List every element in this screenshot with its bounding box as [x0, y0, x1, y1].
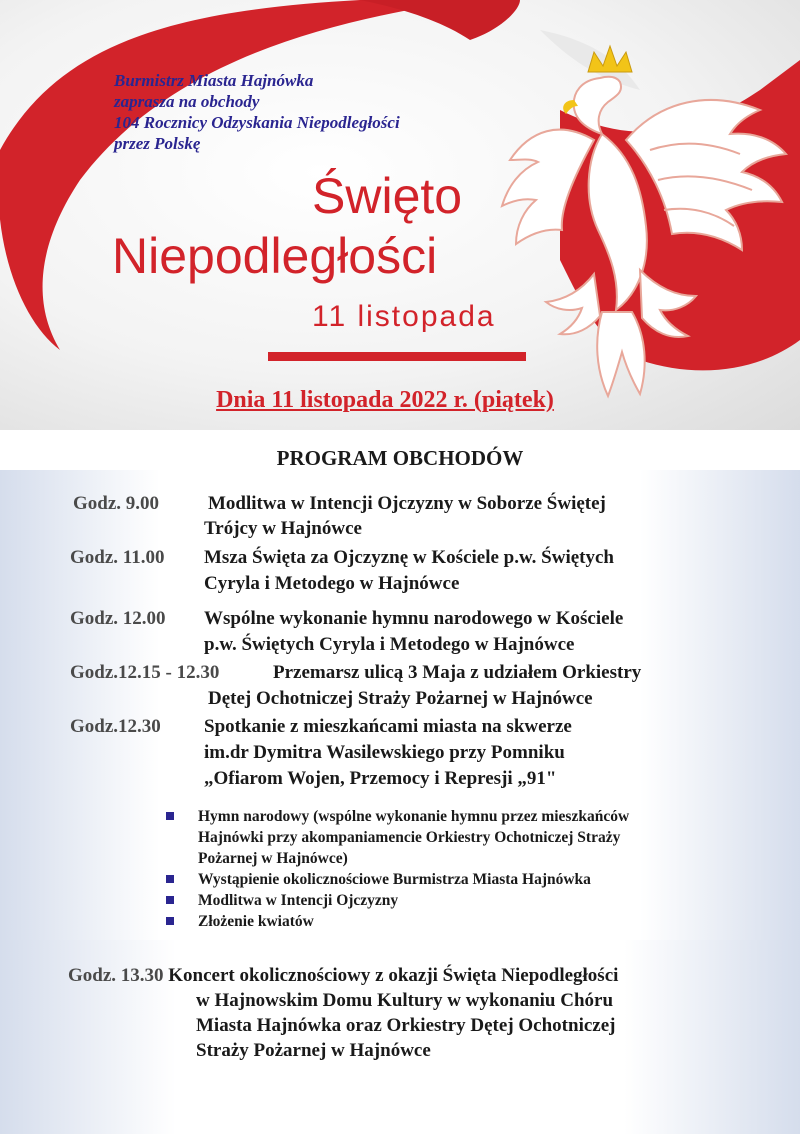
bullet-item: [166, 869, 629, 890]
schedule-desc-line: Msza Święta za Ojczyznę w Kościele p.w. Świętych: [204, 547, 614, 568]
title-line-1: Święto: [312, 168, 463, 224]
ceremony-bullet-list: [166, 806, 629, 932]
schedule-desc-line: p.w. Świętych Cyryla i Metodego w Hajnówce: [204, 634, 575, 655]
bullet-item: [166, 911, 629, 932]
schedule-desc-line: Cyryla i Metodego w Hajnówce: [204, 573, 460, 594]
schedule-item: [70, 545, 164, 570]
bullet-square-icon: [166, 917, 174, 925]
schedule-time: Godz. 12.00: [70, 608, 166, 629]
bullet-square-icon: [166, 875, 174, 883]
schedule-time: Godz.12.30: [70, 716, 161, 737]
title-underline-bar: [268, 352, 526, 361]
schedule-desc-line: w Hajnowskim Domu Kultury w wykonaniu Chóru: [196, 990, 614, 1011]
bullet-square-icon: [166, 812, 174, 820]
bullet-item: [166, 806, 629, 869]
schedule-desc-line: Miasta Hajnówka oraz Orkiestry Dętej Ochotniczej: [196, 1015, 616, 1036]
title-date: 11 listopada: [312, 300, 496, 333]
schedule-desc-line: Modlitwa w Intencji Ojczyzny w Soborze Świętej: [208, 493, 606, 514]
schedule-desc-line: Straży Pożarnej w Hajnówce: [196, 1040, 431, 1061]
bullet-text: Pożarnej w Hajnówce): [198, 850, 348, 867]
intro-line: 104 Rocznicy Odzyskania Niepodległości: [114, 113, 400, 132]
schedule-time: Godz. 11.00: [70, 547, 165, 568]
intro-line: przez Polskę: [114, 134, 201, 153]
intro-line: Burmistrz Miasta Hajnówka: [114, 71, 314, 90]
schedule-desc-line: im.dr Dymitra Wasilewskiego przy Pomniku: [204, 742, 565, 763]
schedule-item: [70, 714, 161, 739]
intro-text: [114, 70, 400, 154]
bullet-text: Hajnówki przy akompaniamencie Orkiestry Ochotniczej Straży: [198, 829, 621, 846]
schedule-desc-line: Koncert okolicznościowy z okazji Święta Niepodległości: [168, 965, 619, 986]
bullet-text: Złożenie kwiatów: [198, 913, 314, 930]
bullet-text: Modlitwa w Intencji Ojczyzny: [198, 892, 399, 909]
concert-line-1: [68, 963, 618, 988]
title-line-2: Niepodległości: [112, 228, 438, 284]
bullet-text: Hymn narodowy (wspólne wykonanie hymnu przez mieszkańców: [198, 808, 630, 825]
schedule-time: Godz. 13.30: [68, 965, 164, 986]
white-eagle-emblem-icon: [490, 30, 790, 420]
bullet-square-icon: [166, 896, 174, 904]
schedule-desc-line: „Ofiarom Wojen, Przemocy i Represji „91": [204, 768, 557, 789]
schedule-desc-line: Wspólne wykonanie hymnu narodowego w Kościele: [204, 608, 624, 629]
schedule-item: [73, 491, 159, 516]
schedule-desc-line: Trójcy w Hajnówce: [204, 518, 362, 539]
schedule-time: Godz. 9.00: [73, 493, 160, 514]
schedule-item: [70, 606, 166, 631]
schedule-desc-line: Dętej Ochotniczej Straży Pożarnej w Hajnówce: [208, 688, 593, 709]
concert-item: [68, 963, 618, 1063]
header-banner: [0, 0, 800, 430]
event-date: Dnia 11 listopada 2022 r. (piątek): [216, 387, 554, 413]
program-title: PROGRAM OBCHODÓW: [276, 446, 524, 470]
bullet-item: [166, 890, 629, 911]
schedule-item: [70, 660, 219, 685]
schedule-time: Godz.12.15 - 12.30: [70, 662, 220, 683]
schedule-desc-line: Przemarsz ulicą 3 Maja z udziałem Orkiestry: [273, 662, 642, 683]
bullet-text: Wystąpienie okolicznościowe Burmistrza Miasta Hajnówka: [198, 871, 591, 888]
schedule-desc-line: Spotkanie z mieszkańcami miasta na skwerze: [204, 716, 572, 737]
intro-line: zaprasza na obchody: [114, 92, 260, 111]
